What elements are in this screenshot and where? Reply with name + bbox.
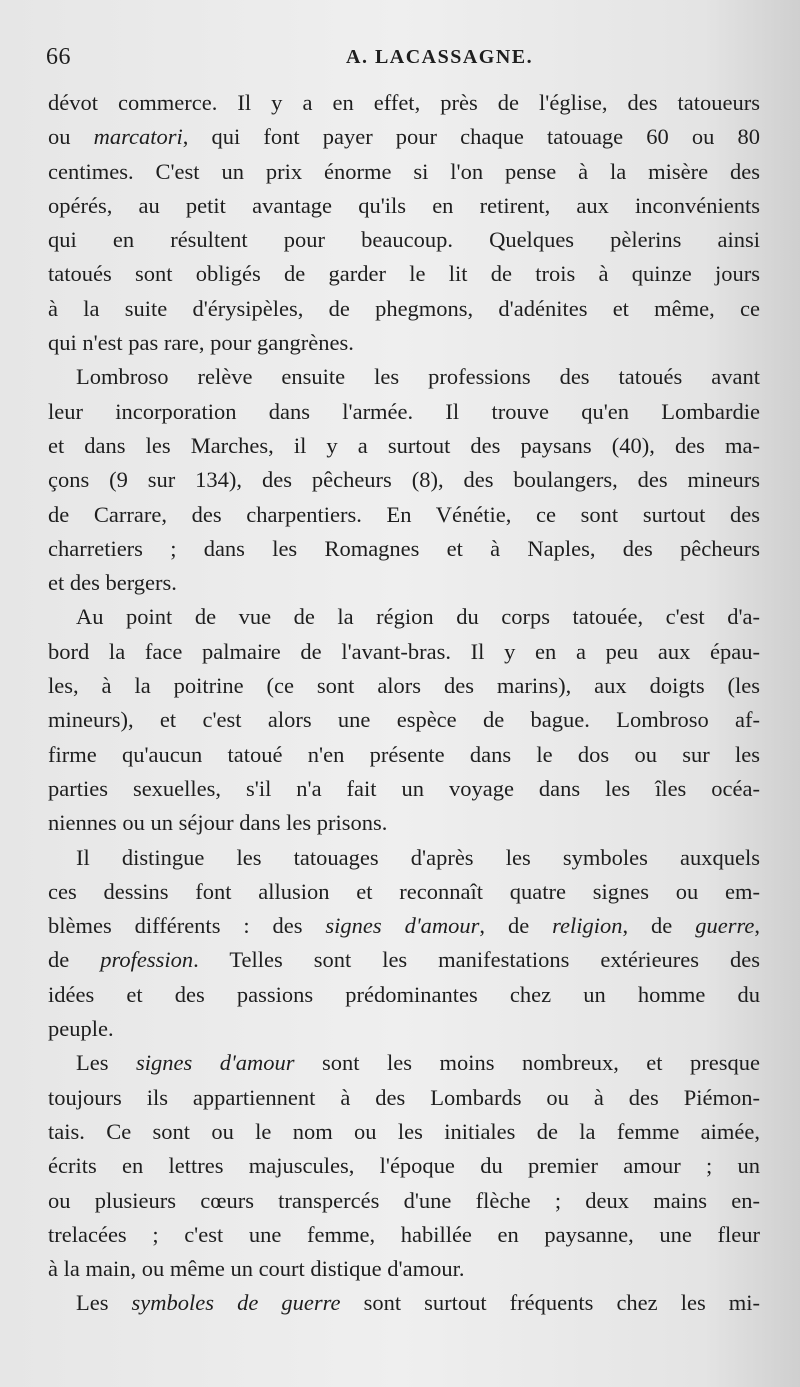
- page-header: [46, 44, 746, 80]
- text-run: Les: [76, 1290, 132, 1316]
- text-run: , qui font payer pour chaque tatouage 60 ou 80: [182, 124, 760, 150]
- italic-text: profession: [100, 947, 194, 973]
- text-run: et des bergers.: [48, 570, 177, 596]
- text-run: charretiers ; dans les Romagnes et à Naples, des pêcheurs: [48, 535, 760, 561]
- text-line: [48, 86, 760, 120]
- text-line: [48, 395, 760, 429]
- text-run: qui n'est pas rare, pour gangrènes.: [48, 330, 354, 356]
- text-line: [48, 120, 760, 154]
- text-line: [48, 532, 760, 566]
- text-line: [48, 1252, 760, 1286]
- text-run: , de: [622, 913, 696, 939]
- text-run: Les: [76, 1050, 136, 1076]
- text-line: [48, 1046, 760, 1080]
- text-run: opérés, au petit avantage qu'ils en retirent, aux inconvénients: [48, 192, 760, 218]
- text-line: [48, 223, 760, 257]
- text-line: [48, 806, 760, 840]
- text-line: [48, 429, 760, 463]
- text-line: [48, 1012, 760, 1046]
- text-line: [48, 841, 760, 875]
- text-line: [48, 1218, 760, 1252]
- text-run: à la suite d'érysipèles, de phegmons, d'adénites et même, ce: [48, 295, 760, 321]
- italic-text: guerre: [695, 913, 755, 939]
- text-run: sont surtout fréquents chez les mi-: [340, 1290, 760, 1316]
- text-run: firme qu'aucun tatoué n'en présente dans le dos ou sur les: [48, 741, 760, 767]
- text-run: ces dessins font allusion et reconnaît quatre signes ou em-: [48, 878, 760, 904]
- text-line: [48, 703, 760, 737]
- italic-text: signes d'amour: [135, 1050, 295, 1076]
- text-line: [48, 669, 760, 703]
- text-line: [48, 1286, 760, 1320]
- text-run: tais. Ce sont ou le nom ou les initiales de la femme aimée,: [48, 1118, 760, 1144]
- italic-text: signes d'amour: [325, 913, 480, 939]
- text-run: niennes ou un séjour dans les prisons.: [48, 810, 388, 836]
- italic-text: religion: [552, 913, 623, 939]
- text-line: [48, 635, 760, 669]
- text-run: çons (9 sur 134), des pêcheurs (8), des boulangers, des mineurs: [48, 467, 760, 493]
- text-line: [48, 326, 760, 360]
- text-run: , de: [479, 913, 553, 939]
- running-head: A. LACASSAGNE.: [346, 46, 534, 68]
- page-number: 66: [46, 44, 71, 70]
- text-line: [48, 463, 760, 497]
- text-run: centimes. C'est un prix énorme si l'on pense à la misère des: [48, 158, 760, 184]
- text-run: peuple.: [48, 1016, 114, 1042]
- text-run: ou: [48, 124, 94, 150]
- text-line: [48, 600, 760, 634]
- text-run: Il distingue les tatouages d'après les symboles auxquels: [76, 844, 760, 870]
- text-line: [48, 498, 760, 532]
- text-line: [48, 155, 760, 189]
- text-run: dévot commerce. Il y a en effet, près de l'église, des tatoueurs: [48, 90, 760, 115]
- text-line: [48, 257, 760, 291]
- text-run: idées et des passions prédominantes chez un homme du: [48, 981, 760, 1007]
- text-run: Lombroso relève ensuite les professions des tatoués avant: [76, 364, 760, 390]
- text-run: ou plusieurs cœurs transpercés d'une flèche ; deux mains en-: [48, 1187, 760, 1213]
- text-run: les, à la poitrine (ce sont alors des marins), aux doigts (les: [48, 673, 760, 699]
- text-run: sont les moins nombreux, et presque: [294, 1050, 760, 1076]
- text-run: ,: [754, 913, 760, 939]
- text-line: [48, 189, 760, 223]
- text-run: bord la face palmaire de l'avant-bras. Il y en a peu aux épau-: [48, 638, 760, 664]
- text-line: [48, 909, 760, 943]
- text-line: [48, 292, 760, 326]
- text-line: [48, 738, 760, 772]
- text-run: blèmes différents : des: [48, 913, 326, 939]
- text-run: de Carrare, des charpentiers. En Vénétie, ce sont surtout des: [48, 501, 760, 527]
- text-run: tatoués sont obligés de garder le lit de trois à quinze jours: [48, 261, 760, 287]
- text-line: [48, 772, 760, 806]
- text-line: [48, 1115, 760, 1149]
- text-run: toujours ils appartiennent à des Lombards ou à des Piémon-: [48, 1084, 760, 1110]
- text-run: à la main, ou même un court distique d'amour.: [48, 1256, 465, 1282]
- text-line: [48, 978, 760, 1012]
- body-text: [48, 86, 760, 1321]
- text-run: Au point de vue de la région du corps tatouée, c'est d'a-: [76, 604, 760, 630]
- text-run: et dans les Marches, il y a surtout des paysans (40), des ma-: [48, 432, 760, 458]
- text-run: . Telles sont les manifestations extérieures des: [193, 947, 760, 973]
- italic-text: symboles de guerre: [131, 1290, 341, 1316]
- text-run: de: [48, 947, 101, 973]
- text-run: qui en résultent pour beaucoup. Quelques pèlerins ainsi: [48, 227, 760, 253]
- text-line: [48, 875, 760, 909]
- text-line: [48, 360, 760, 394]
- text-line: [48, 943, 760, 977]
- text-line: [48, 1081, 760, 1115]
- text-run: trelacées ; c'est une femme, habillée en paysanne, une fleur: [48, 1221, 760, 1247]
- text-run: parties sexuelles, s'il n'a fait un voyage dans les îles océa-: [48, 775, 760, 801]
- text-run: écrits en lettres majuscules, l'époque du premier amour ; un: [48, 1153, 760, 1179]
- italic-text: marcatori: [93, 124, 183, 150]
- text-run: mineurs), et c'est alors une espèce de bague. Lombroso af-: [48, 707, 760, 733]
- text-line: [48, 566, 760, 600]
- text-line: [48, 1184, 760, 1218]
- text-line: [48, 1149, 760, 1183]
- text-run: leur incorporation dans l'armée. Il trouve qu'en Lombardie: [48, 398, 760, 424]
